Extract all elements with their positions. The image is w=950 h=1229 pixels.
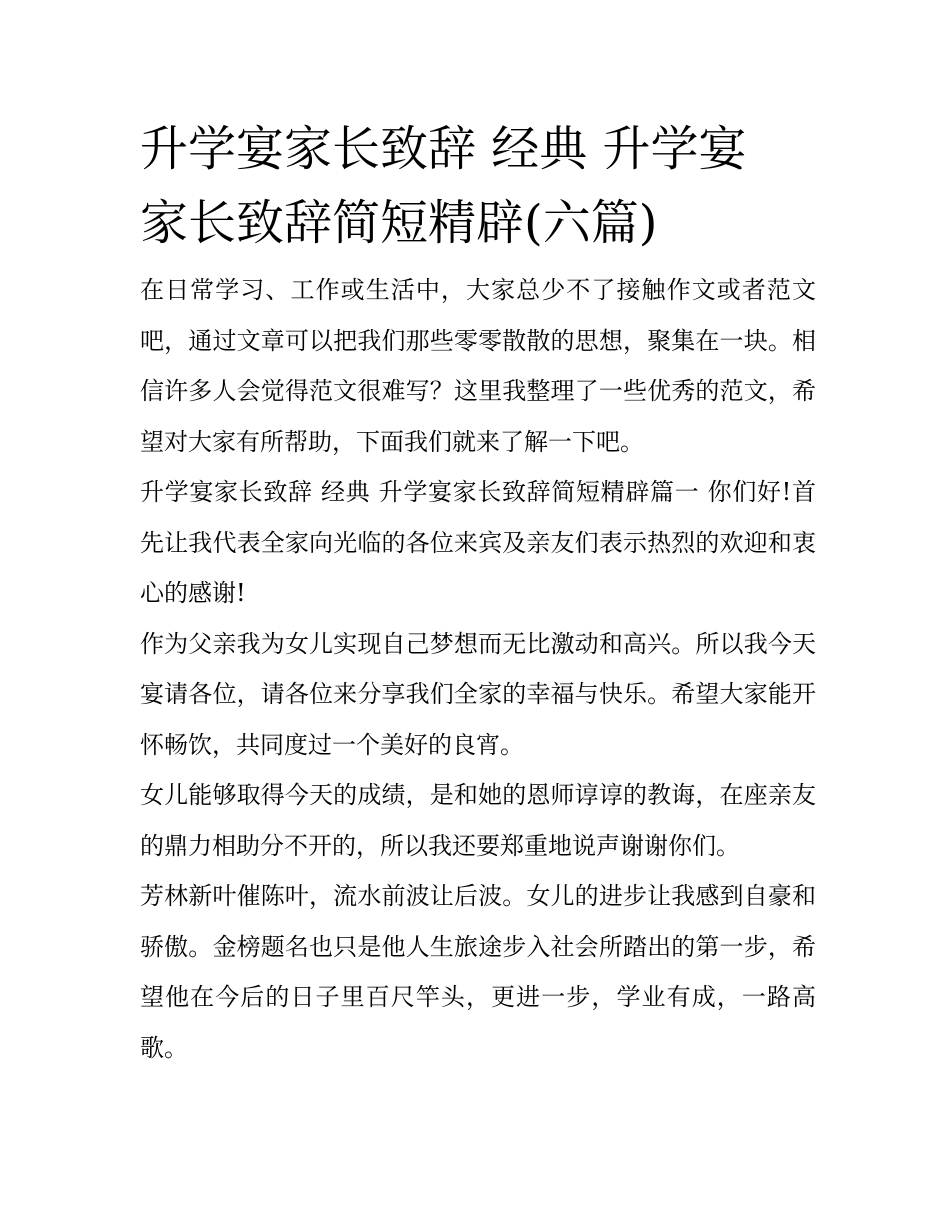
document-title: 升学宴家长致辞 经典 升学宴家长致辞简短精辟(六篇) bbox=[140, 121, 747, 251]
paragraph-father: 作为父亲我为女儿实现自己梦想而无比激动和高兴。所以我今天宴请各位，请各位来分享我们全家的幸福与快乐。希望大家能开怀畅饮，共同度过一个美好的良宵。 bbox=[140, 629, 816, 759]
paragraph-greeting: 升学宴家长致辞 经典 升学宴家长致辞简短精辟篇一 你们好!首先让我代表全家向光临的各位来宾及亲友们表示热烈的欢迎和衷心的感谢! bbox=[140, 478, 816, 607]
paragraph-intro: 在日常学习、工作或生活中，大家总少不了接触作文或者范文吧，通过文章可以把我们那些零零散散的思想，聚集在一块。相信许多人会觉得范文很难写？这里我整理了一些优秀的范文，希望对大家有所帮助，下面我们就来了解一下吧。 bbox=[140, 276, 816, 456]
paragraph-thanks: 女儿能够取得今天的成绩，是和她的恩师谆谆的教诲，在座亲友的鼎力相助分不开的，所以我还要郑重地说声谢谢你们。 bbox=[140, 781, 816, 860]
paragraph-pride: 芳林新叶催陈叶，流水前波让后波。女儿的进步让我感到自豪和骄傲。金榜题名也只是他人生旅途步入社会所踏出的第一步，希望他在今后的日子里百尺竿头，更进一步，学业有成，一路高歌。 bbox=[140, 882, 816, 1062]
document-page bbox=[140, 112, 816, 1073]
